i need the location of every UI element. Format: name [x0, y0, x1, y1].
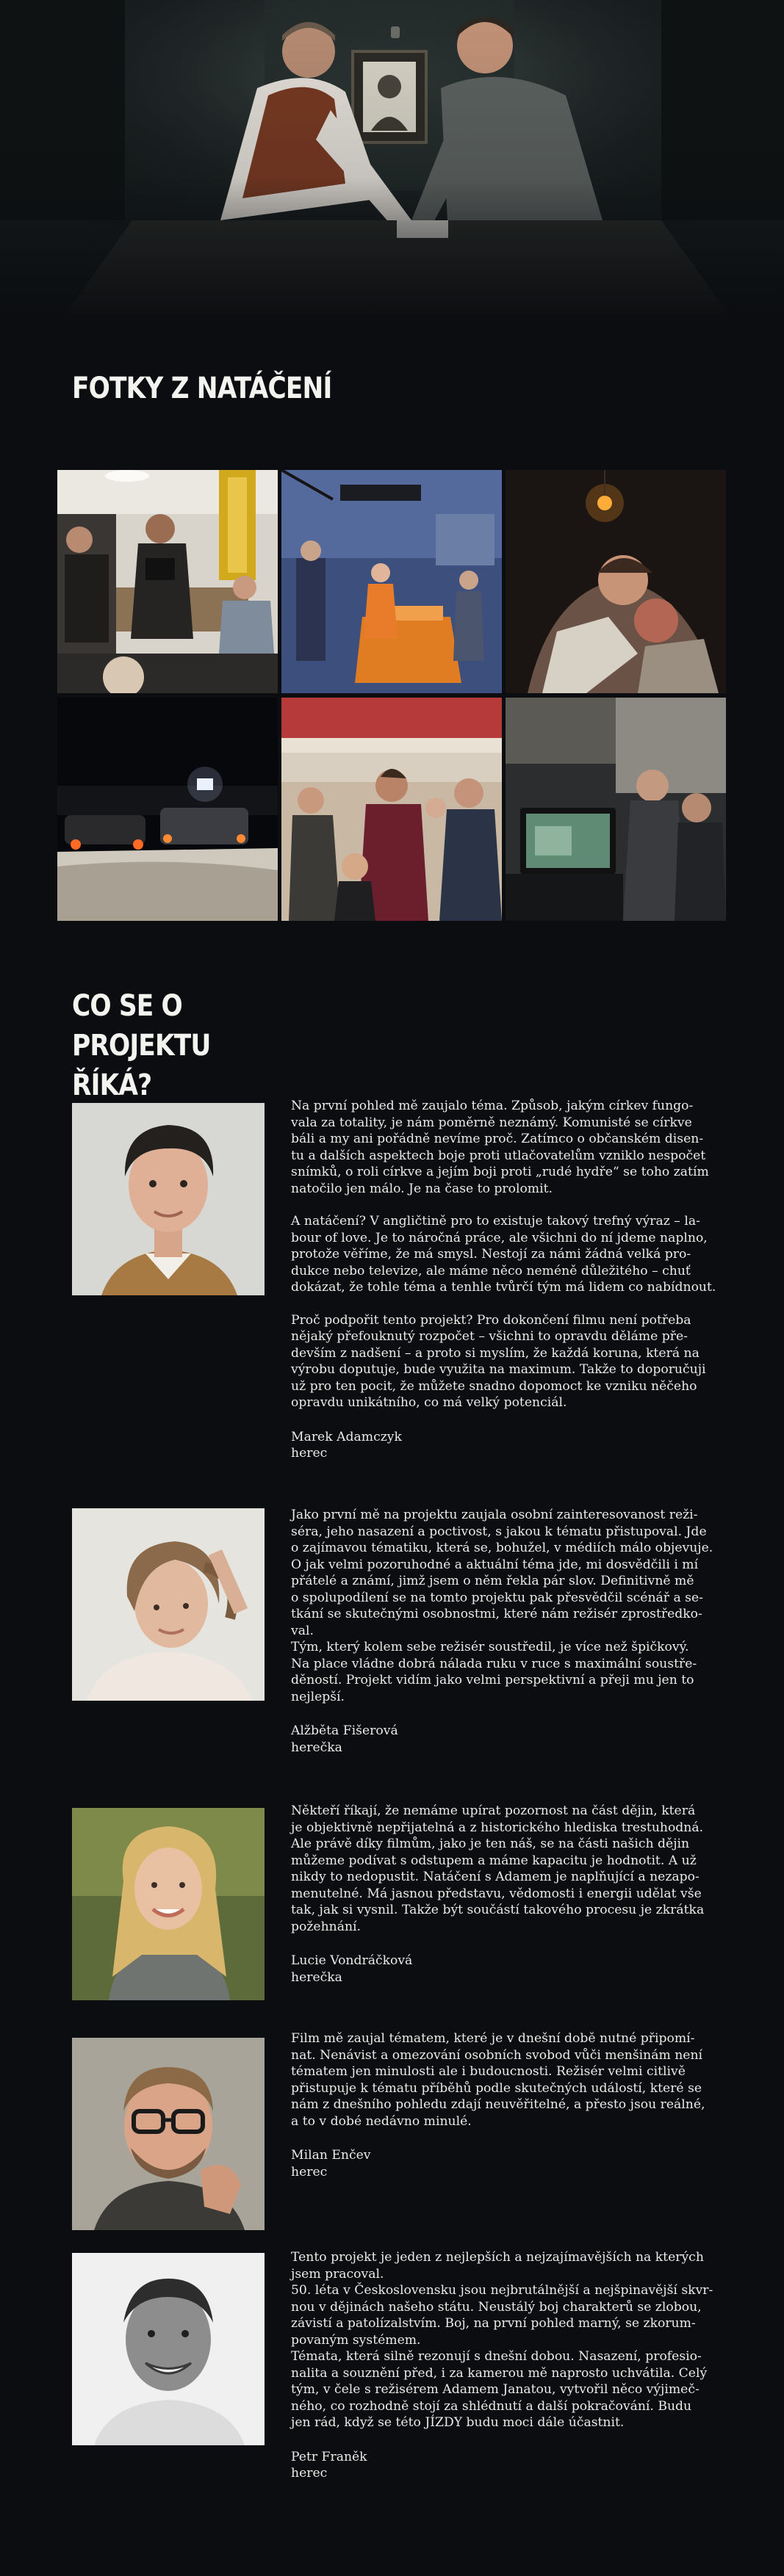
portrait-marek-adamczyk — [72, 1103, 265, 1295]
gallery-photo-crew-in-room[interactable] — [57, 470, 278, 693]
gallery-photo-camera-monitor[interactable] — [506, 698, 726, 921]
testimonial-photo-milan-encev — [72, 2038, 265, 2230]
testimonial-petr-franek — [291, 2249, 726, 2482]
gallery-image-night-cars — [57, 698, 278, 921]
gallery-image-camera-monitor — [506, 698, 726, 921]
gallery-photo-crowd-hall[interactable] — [281, 698, 502, 921]
testimonial-paragraph: Proč podpořit tento projekt? Pro dokončení filmu není potřeba nějaký přefouknutý rozpočet – všichni to opravdu děláme pře- devším z nadšení – a proto si myslím, že každá koruna, která na výrobu doputuje, bude využita na maximum. Takže to doporučuji už pro ten pocit, že můžete snadno dopomoct ke vzniku něčeho opravdu unikátního, co má velký potenciál. — [291, 1312, 706, 1410]
testimonial-author-name: Milan Enčev — [291, 2148, 371, 2163]
testimonial-alzbeta-fiserova — [291, 1507, 726, 1756]
portrait-lucie-vondrackova — [72, 1808, 265, 2000]
testimonial-marek-adamczyk — [291, 1098, 726, 1462]
testimonial-milan-encev — [291, 2030, 726, 2180]
portrait-milan-encev — [72, 2038, 265, 2230]
gallery-photo-night-cars[interactable] — [57, 698, 278, 921]
hero-image — [0, 0, 784, 323]
gallery-image-blue-set — [281, 470, 502, 693]
testimonial-author-name: Petr Franěk — [291, 2449, 367, 2464]
testimonial-photo-petr-franek — [72, 2253, 265, 2445]
testimonial-paragraph: Na první pohled mě zaujalo téma. Způsob, jakým církev fungo- vala za totality, je nám poměrně neznámý. Komunisté se církve báli a my ani pořádně nevíme proč. Zatímco o občanském disen- tu a dalších aspektech boje proti utlačovatelům vzniklo nespočet snímků, o roli církve a jejím boji proti „rudé hydře“ se toho zatím natočilo jen málo. Je na čase to prolomit. — [291, 1099, 709, 1196]
testimonial-paragraph: Film mě zaujal tématem, které je v dnešní době nutné připomí- nat. Nenávist a omezování osobních svobod vůči menšinám není tématem jen minulosti ale i budoucnosti. Režisér velmi citlivě přistupuje k tématu příběhů podle skutečných událostí, které se nám z dnešního pohledu zdají neuvěřitelné, a přesto jsou reálné, a to v dobé nedávno minulé. — [291, 2031, 705, 2129]
testimonial-author-name: Marek Adamczyk — [291, 1429, 402, 1444]
testimonial-author-role: herec — [291, 2164, 328, 2179]
gallery-photo-blue-set[interactable] — [281, 470, 502, 693]
portrait-petr-franek — [72, 2253, 265, 2445]
testimonial-photo-marek-adamczyk — [72, 1103, 265, 1295]
testimonial-author-name: Alžběta Fišerová — [291, 1723, 398, 1738]
testimonial-author-role: herec — [291, 1446, 328, 1461]
testimonial-author-name: Lucie Vondráčková — [291, 1953, 413, 1968]
testimonial-paragraph: Jako první mě na projektu zaujala osobní zainteresovanost reži- séra, jeho nasazení a poctivost, s jakou k tématu přistupoval. Jde o zajímavou tématiku, která se, bohužel, v médiích málo objevuje. O jak velmi pozoruhodné a aktuální téma jde, mi dosvědčili i mí přátelé a známí, jimž jsem o něm řekla pár slov. Definitivně mě o spolupodílení se na tomto projektu pak přesvědčil scénář a se- tkání se skutečnými osobnostmi, které nám režisér zprostředko- val. Tým, který kolem sebe režisér soustředil, je více než špičkový. Na place vládne dobrá nálada ruku v ruce s maximální soustře- děností. Projekt vidím jako velmi perspektivní a přeji mu jen to nejlepší. — [291, 1508, 713, 1704]
quotes-section-title: CO SE O PROJEKTU ŘÍKÁ? — [72, 989, 211, 1102]
photo-gallery — [57, 470, 726, 921]
gallery-image-dark-fight — [506, 470, 726, 693]
testimonial-paragraph: Tento projekt je jeden z nejlepších a nejzajímavějších na kterých jsem pracoval. 50. léta v Československu jsou nejbrutálnější a nejšpinavější skvr- nou v dějinách našeho státu. Neustálý boj charakterů se zlobou, závistí a patolízalstvím. Boj, na první pohled marný, se zkorum- povaným systémem. Témata, která silně rezonují s dnešní dobou. Nasazení, profesio- nalita a souznění před, i za kamerou mě naprosto uchvátila. Celý tým, v čele s režisérem Adamem Janatou, vytvořil něco výjimeč- ného, co rozhodně stojí za shlédnutí a další pokračování. Budu jen rád, když se této JÍZDY budu moci dále účastnit. — [291, 2250, 713, 2430]
gallery-image-crew-in-room — [57, 470, 278, 693]
testimonial-paragraph: Někteří říkají, že nemáme upírat pozornost na část dějin, která je objektivně nepřijatelná a z historického hlediska trestuhodná. Ale právě díky filmům, jako je ten náš, se na části našich dějin můžeme podívat s odstupem a máme kapacitu je hodnotit. A už nikdy to nedopustit. Natáčení s Adamem je naplňující a nezapo- menutelné. Má jasnou představu, vědomosti i energii udělat vše tak, jak si vysnil. Takže být součástí takového procesu je zkrátka požehnání. — [291, 1803, 705, 1934]
photos-section-title: FOTKY Z NATÁČENÍ — [72, 372, 332, 405]
testimonial-author-role: herečka — [291, 1969, 342, 1985]
gallery-photo-dark-fight[interactable] — [506, 470, 726, 693]
testimonial-lucie-vondrackova — [291, 1803, 726, 1986]
hero-film-still — [0, 0, 784, 323]
testimonial-photo-alzbeta-fiserova — [72, 1508, 265, 1701]
portrait-alzbeta-fiserova — [72, 1508, 265, 1701]
testimonial-paragraph: A natáčení? V angličtině pro to existuje takový trefný výraz – la- bour of love. Je to náročná práce, ale všichni do ní jdeme naplno, protože věříme, že má smysl. Nestojí za námi žádná velká pro- dukce nebo televize, ale máme něco neméně důležitého – chuť dokázat, že tohle téma a tenhle tvůrčí tým má lidem co nabídnout. — [291, 1214, 716, 1295]
testimonial-author-role: herečka — [291, 1740, 342, 1755]
gallery-image-crowd-hall — [281, 698, 502, 921]
testimonial-author-role: herec — [291, 2466, 328, 2481]
testimonial-photo-lucie-vondrackova — [72, 1808, 265, 2000]
